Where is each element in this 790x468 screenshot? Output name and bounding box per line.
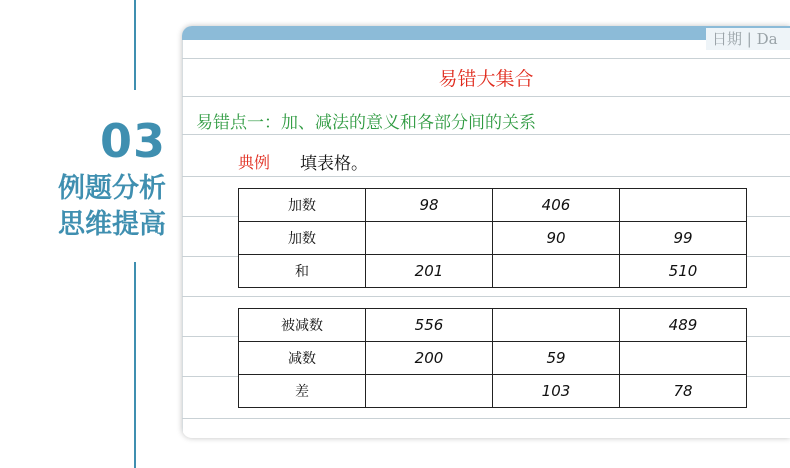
topic-title: 易错大集合 — [438, 68, 534, 90]
ruled-line — [182, 176, 790, 177]
table-cell: 和 — [239, 255, 366, 288]
table-cell: 200 — [366, 342, 493, 375]
table-cell — [620, 342, 747, 375]
divider-line-top — [134, 0, 136, 90]
table-cell: 78 — [620, 375, 747, 408]
ruled-line — [182, 296, 790, 297]
ruled-line — [182, 134, 790, 135]
ruled-line — [182, 58, 790, 59]
table-cell: 90 — [493, 222, 620, 255]
section-title-line2: 思维提高 — [58, 209, 166, 240]
table-cell: 98 — [366, 189, 493, 222]
ruled-line — [182, 96, 790, 97]
table-cell: 加数 — [239, 189, 366, 222]
date-label: 日期 | Da — [706, 28, 790, 50]
error-point-heading: 易错点一：加、减法的意义和各部分间的关系 — [196, 113, 536, 133]
addition-table — [238, 188, 747, 288]
table-cell: 59 — [493, 342, 620, 375]
table-cell: 103 — [493, 375, 620, 408]
ruled-line — [182, 418, 790, 419]
table-cell: 被减数 — [239, 309, 366, 342]
divider-line-bottom — [134, 262, 136, 468]
subtraction-table — [238, 308, 747, 408]
notebook-card — [182, 26, 790, 438]
table-cell: 99 — [620, 222, 747, 255]
table-cell: 556 — [366, 309, 493, 342]
section-title-line1: 例题分析 — [58, 173, 166, 204]
table-cell — [493, 309, 620, 342]
example-label: 典例 — [238, 153, 271, 172]
table-cell: 489 — [620, 309, 747, 342]
card-top-bar — [182, 26, 790, 40]
section-number: 03 — [99, 114, 166, 168]
table-cell: 201 — [366, 255, 493, 288]
table-row — [239, 222, 747, 255]
table-row — [239, 255, 747, 288]
table-cell — [366, 375, 493, 408]
table-row — [239, 189, 747, 222]
table-row — [239, 342, 747, 375]
margin-line — [182, 40, 183, 438]
table-cell: 减数 — [239, 342, 366, 375]
table-cell: 加数 — [239, 222, 366, 255]
table-cell — [493, 255, 620, 288]
table-cell: 510 — [620, 255, 747, 288]
table-cell: 406 — [493, 189, 620, 222]
table-cell: 差 — [239, 375, 366, 408]
table-cell — [366, 222, 493, 255]
table-row — [239, 309, 747, 342]
table-row — [239, 375, 747, 408]
table-cell — [620, 189, 747, 222]
example-instruction: 填表格。 — [300, 154, 368, 174]
